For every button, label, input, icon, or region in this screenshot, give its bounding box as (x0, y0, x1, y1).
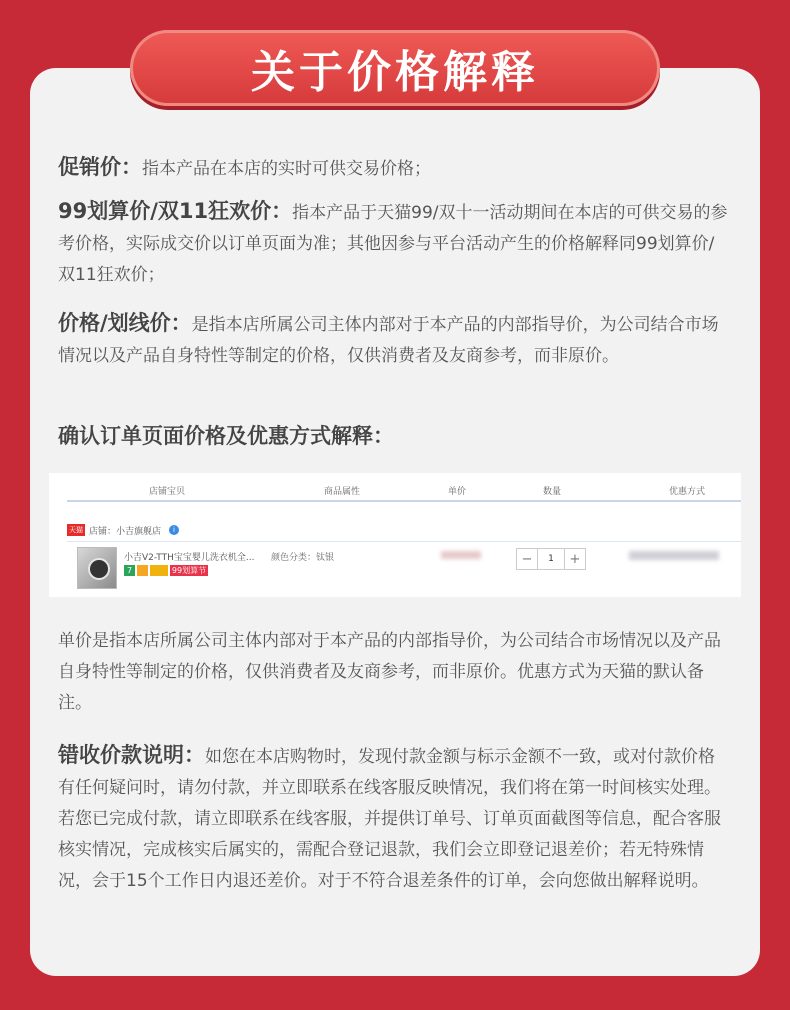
col-quantity: 数量 (542, 487, 561, 497)
service-icons (124, 565, 208, 576)
confirm-order-heading: 确认订单页面价格及优惠方式解释： (58, 424, 394, 448)
list-price-section (58, 308, 730, 372)
col-discount: 优惠方式 (668, 487, 705, 497)
decrement-button[interactable]: − (516, 548, 538, 570)
error-price-section (58, 740, 730, 897)
event-price-text: 指本产品于天猫99/双十一活动期间在本店的可供交易的参考价格，实际成交价以订单页面为准；其他因参与平台活动产生的价格解释同99划算价/双11狂欢价； (58, 203, 728, 285)
col-attributes: 商品属性 (323, 487, 360, 497)
order-screenshot (49, 473, 741, 597)
event-price-section (58, 196, 730, 291)
badge-99-icon: 99划算节 (171, 566, 207, 575)
unit-price-blurred (441, 551, 481, 559)
unit-price-section (58, 626, 730, 719)
title-banner (130, 30, 660, 106)
promo-price-section (58, 152, 730, 185)
divider (67, 541, 741, 542)
product-spec: 颜色分类：钛银 (271, 553, 335, 563)
seven-day-return-icon: 7 (124, 565, 135, 576)
guarantee-icon (137, 565, 148, 576)
event-price-heading: 99划算价/双11狂欢价： (58, 199, 293, 223)
info-icon[interactable]: i (169, 525, 179, 535)
quantity-stepper[interactable] (517, 548, 586, 570)
discount-blurred (629, 551, 719, 560)
shop-row (67, 523, 179, 537)
order-table-header (67, 482, 741, 502)
error-price-heading: 错收价款说明： (58, 743, 205, 767)
list-price-heading: 价格/划线价： (58, 311, 192, 335)
page-title: 关于价格解释 (251, 47, 539, 98)
list-price-text: 是指本店所属公司主体内部对于本产品的内部指导价，为公司结合市场情况以及产品自身特性等制定的价格，仅供消费者及友商参考，而非原价。 (58, 315, 719, 366)
increment-button[interactable]: + (564, 548, 586, 570)
product-name[interactable]: 小吉V2-TTH宝宝婴儿洗衣机全... (124, 553, 255, 563)
product-image[interactable] (77, 547, 117, 589)
unit-price-text: 单价是指本店所属公司主体内部对于本产品的内部指导价，为公司结合市场情况以及产品自身特性等制定的价格，仅供消费者及友商参考，而非原价。优惠方式为天猫的默认备注。 (58, 631, 721, 713)
promo-price-heading: 促销价： (58, 155, 142, 179)
quantity-value[interactable]: 1 (537, 548, 565, 570)
promo-price-text: 指本产品在本店的实时可供交易价格； (142, 159, 431, 179)
card-icon (150, 565, 168, 576)
col-shop-item: 店铺宝贝 (148, 487, 185, 497)
error-price-text: 如您在本店购物时，发现付款金额与标示金额不一致，或对付款价格有任何疑问时，请勿付款，并立即联系在线客服反映情况，我们将在第一时间核实处理。若您已完成付款，请立即联系在线客服，并提供订单号、订单页面截图等信息，配合客服核实情况，完成核实后属实的，需配合登记退款，我们会立即登记退差价；若无特殊情况，会于15个工作日内退还差价。对于不符合退差条件的订单，会向您做出解释说明。 (58, 747, 721, 891)
tmall-badge: 天猫 (69, 526, 83, 534)
shop-name[interactable]: 店铺：小吉旗舰店 (89, 526, 162, 537)
col-unit-price: 单价 (447, 487, 466, 497)
